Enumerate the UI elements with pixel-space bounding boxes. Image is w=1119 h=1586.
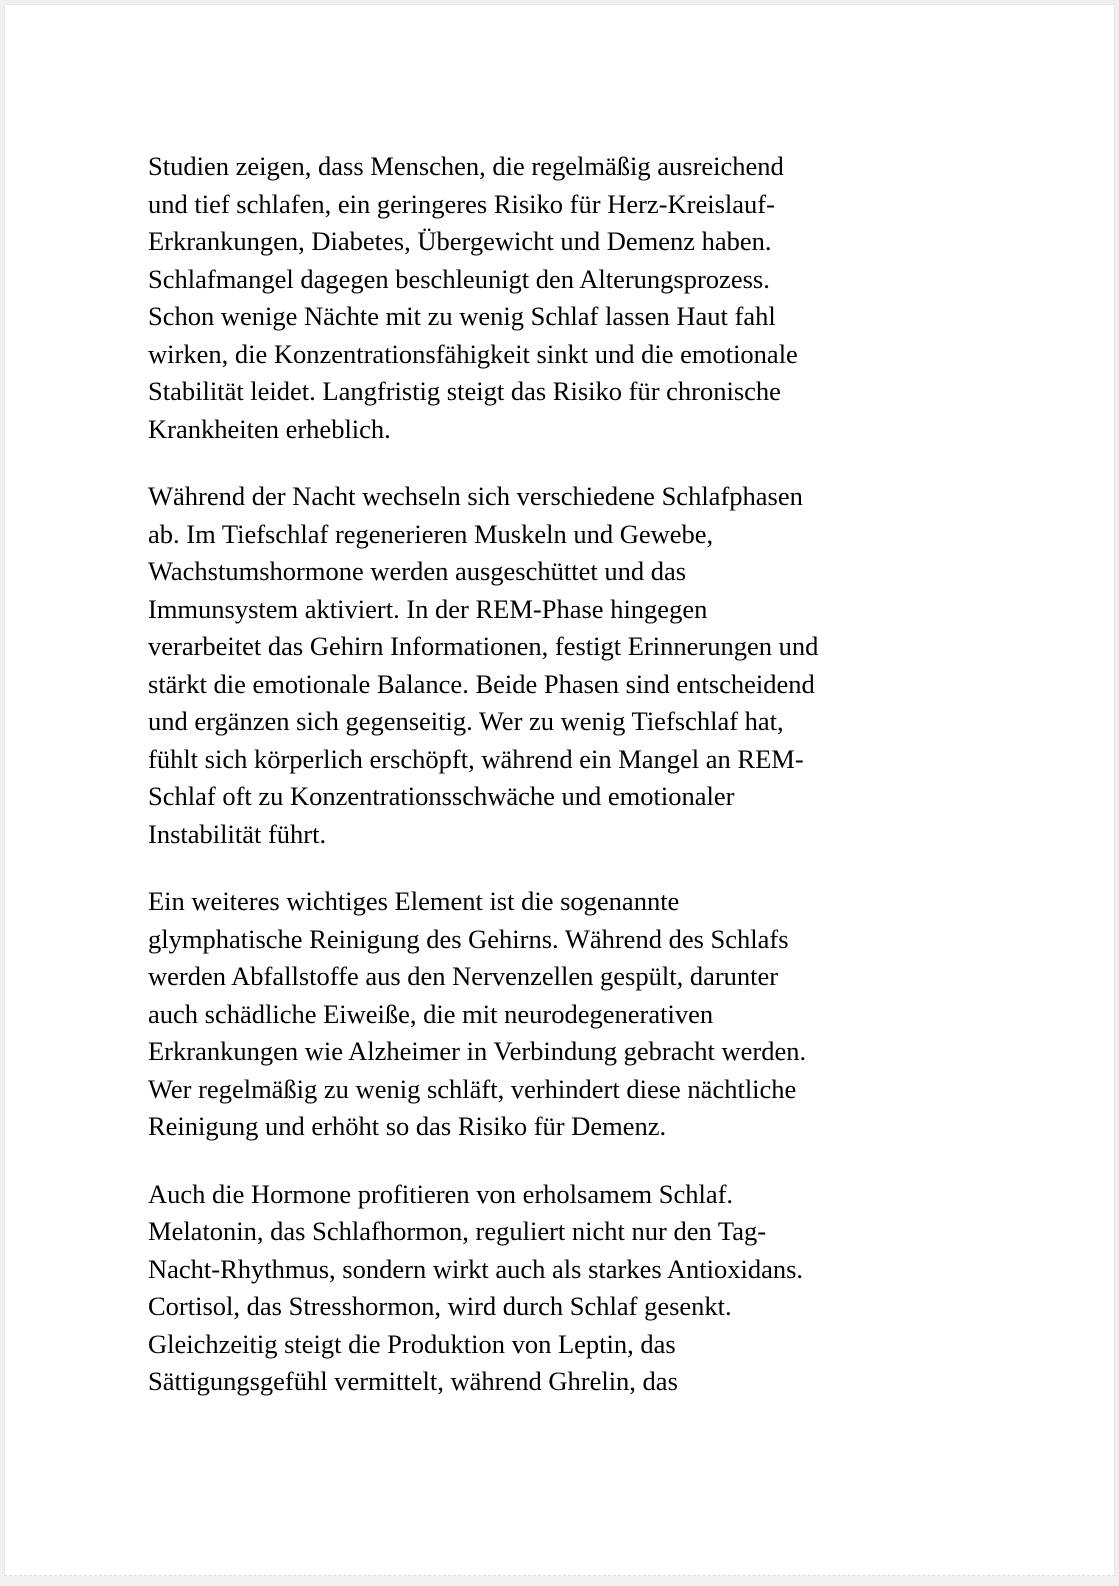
text-block — [148, 148, 978, 1431]
text-line: Melatonin, das Schlafhormon, reguliert nicht nur den Tag- — [148, 1216, 767, 1246]
text-line: Schon wenige Nächte mit zu wenig Schlaf lassen Haut fahl — [148, 301, 776, 331]
paragraph-1 — [148, 148, 978, 448]
text-line: stärkt die emotionale Balance. Beide Phasen sind entscheidend — [148, 668, 815, 699]
text-line: Immunsystem aktiviert. In der REM-Phase hingegen — [148, 593, 708, 624]
text-line: Gleichzeitig steigt die Produktion von Leptin, das — [148, 1328, 676, 1359]
text-line: Cortisol, das Stresshormon, wird durch Schlaf gesenkt. — [148, 1291, 732, 1321]
text-line: Nacht-Rhythmus, sondern wirkt auch als starkes Antioxidans. — [148, 1253, 804, 1284]
text-line: Erkrankungen wie Alzheimer in Verbindung gebracht werden. — [148, 1036, 807, 1066]
text-line: ab. Im Tiefschlaf regenerieren Muskeln und Gewebe, — [148, 518, 714, 549]
text-line: Wachstumshormone werden ausgeschüttet und das — [148, 556, 687, 586]
text-line: glymphatische Reinigung des Gehirns. Während des Schlafs — [148, 923, 789, 954]
text-line: und ergänzen sich gegenseitig. Wer zu wenig Tiefschlaf hat, — [148, 706, 784, 736]
text-line: Reinigung und erhöht so das Risiko für Demenz. — [148, 1111, 667, 1141]
text-line: Schlaf oft zu Konzentrationsschwäche und emotionaler — [148, 781, 735, 811]
text-line: Studien zeigen, dass Menschen, die regelmäßig ausreichend — [148, 151, 784, 181]
text-line: Schlafmangel dagegen beschleunigt den Alterungsprozess. — [148, 263, 770, 294]
text-line: werden Abfallstoffe aus den Nervenzellen gespült, darunter — [148, 961, 779, 991]
text-line: wirken, die Konzentrationsfähigkeit sinkt und die emotionale — [148, 338, 798, 369]
paragraph-2 — [148, 478, 978, 853]
text-line: Während der Nacht wechseln sich verschiedene Schlafphasen — [148, 481, 803, 511]
text-line: fühlt sich körperlich erschöpft, während ein Mangel an REM- — [148, 743, 804, 774]
paragraph-4 — [148, 1176, 978, 1401]
text-line: verarbeitet das Gehirn Informationen, festigt Erinnerungen und — [148, 631, 819, 661]
text-line: Sättigungsgefühl vermittelt, während Ghrelin, das — [148, 1366, 678, 1396]
text-line: Stabilität leidet. Langfristig steigt das Risiko für chronische — [148, 376, 781, 406]
text-line: Erkrankungen, Diabetes, Übergewicht und Demenz haben. — [148, 226, 772, 256]
text-line: Instabilität führt. — [148, 818, 327, 849]
text-line: Wer regelmäßig zu wenig schläft, verhindert diese nächtliche — [148, 1073, 797, 1104]
text-line: auch schädliche Eiweiße, die mit neurodegenerativen — [148, 998, 714, 1029]
text-line: Krankheiten erheblich. — [148, 413, 391, 444]
text-line: Auch die Hormone profitieren von erholsamem Schlaf. — [148, 1178, 734, 1209]
text-line: und tief schlafen, ein geringeres Risiko für Herz-Kreislauf- — [148, 188, 775, 219]
document-page — [4, 4, 1115, 1576]
paragraph-3 — [148, 883, 978, 1146]
text-line: Ein weiteres wichtiges Element ist die sogenannte — [148, 886, 680, 916]
